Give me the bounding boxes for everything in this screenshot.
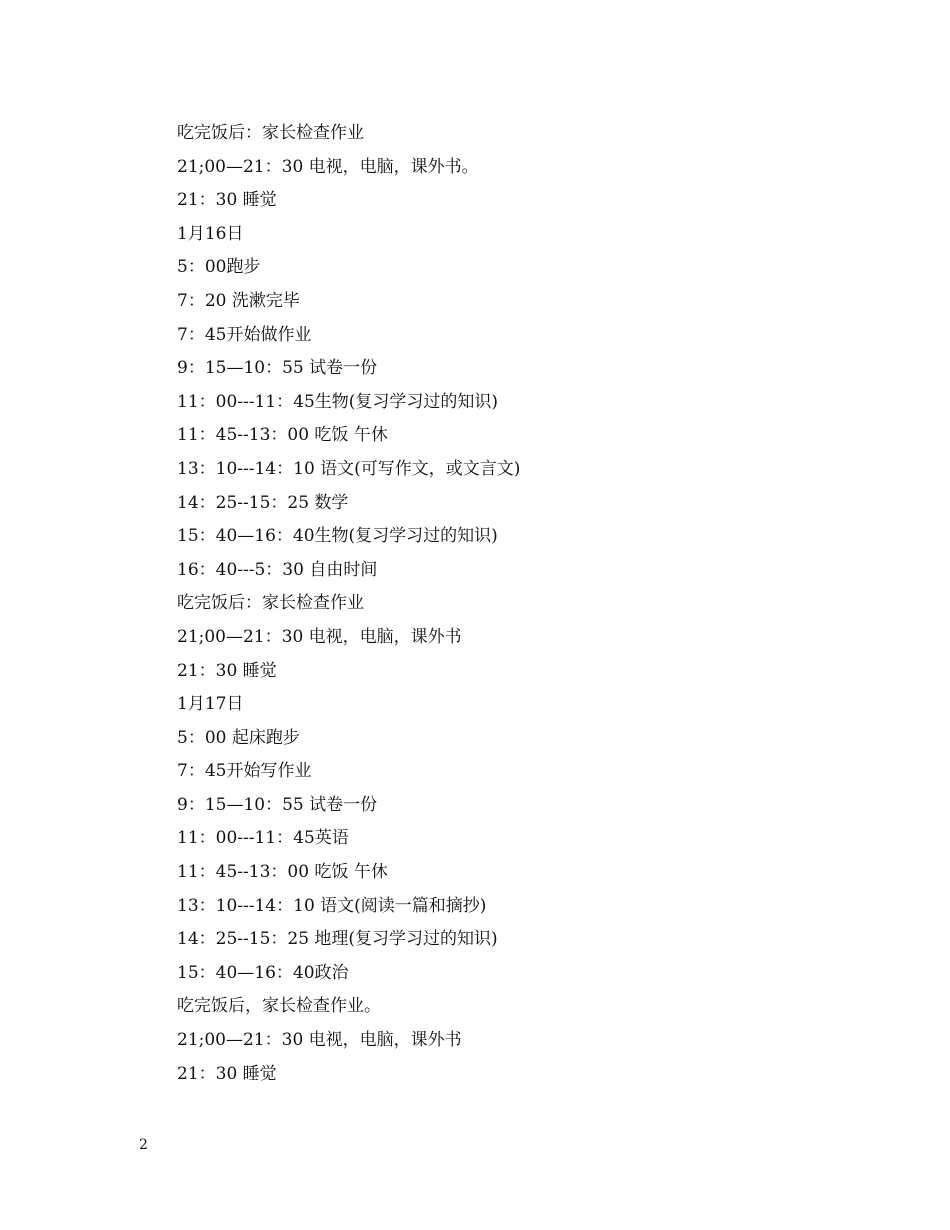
- page-number: 2: [139, 1137, 148, 1153]
- text-line: 7：20 洗漱完毕: [177, 290, 300, 311]
- text-line: 5：00 起床跑步: [177, 727, 300, 748]
- text-line: 15：40—16：40政治: [177, 962, 349, 983]
- text-line: 14：25--15：25 地理(复习学习过的知识): [177, 929, 498, 950]
- text-line: 7：45开始写作业: [177, 761, 312, 782]
- date-heading: 1月16日: [177, 223, 244, 244]
- text-line: 9：15—10：55 试卷一份: [177, 794, 378, 815]
- text-line: 吃完饭后，家长检查作业。: [177, 996, 381, 1017]
- text-line: 11：45--13：00 吃饭 午休: [177, 862, 388, 883]
- text-line: 吃完饭后：家长检查作业: [177, 593, 364, 614]
- text-line: 21;00—21：30 电视，电脑，课外书: [177, 626, 462, 647]
- date-heading: 1月17日: [177, 694, 244, 715]
- text-line: 9：15—10：55 试卷一份: [177, 358, 378, 379]
- text-line: 7：45开始做作业: [177, 324, 312, 345]
- text-line: 21：30 睡觉: [177, 190, 277, 211]
- text-line: 21;00—21：30 电视，电脑，课外书: [177, 1030, 462, 1051]
- text-line: 21：30 睡觉: [177, 1063, 277, 1084]
- document-body: [177, 117, 877, 1091]
- text-line: 16：40---5：30 自由时间: [177, 559, 378, 580]
- text-line: 吃完饭后：家长检查作业: [177, 123, 364, 143]
- text-line: 11：00---11：45英语: [177, 828, 349, 849]
- text-line: 5：00跑步: [177, 257, 261, 278]
- text-line: 13：10---14：10 语文(可写作文，或文言文): [177, 458, 521, 479]
- text-line: 13：10---14：10 语文(阅读一篇和摘抄): [177, 895, 487, 916]
- text-line: 21;00—21：30 电视，电脑，课外书。: [177, 156, 479, 177]
- text-line: 21：30 睡觉: [177, 660, 277, 681]
- text-line: 15：40—16：40生物(复习学习过的知识): [177, 526, 498, 547]
- text-line: 11：45--13：00 吃饭 午休: [177, 425, 388, 446]
- text-line: 14：25--15：25 数学: [177, 492, 349, 513]
- text-line: 11：00---11：45生物(复习学习过的知识): [177, 391, 499, 412]
